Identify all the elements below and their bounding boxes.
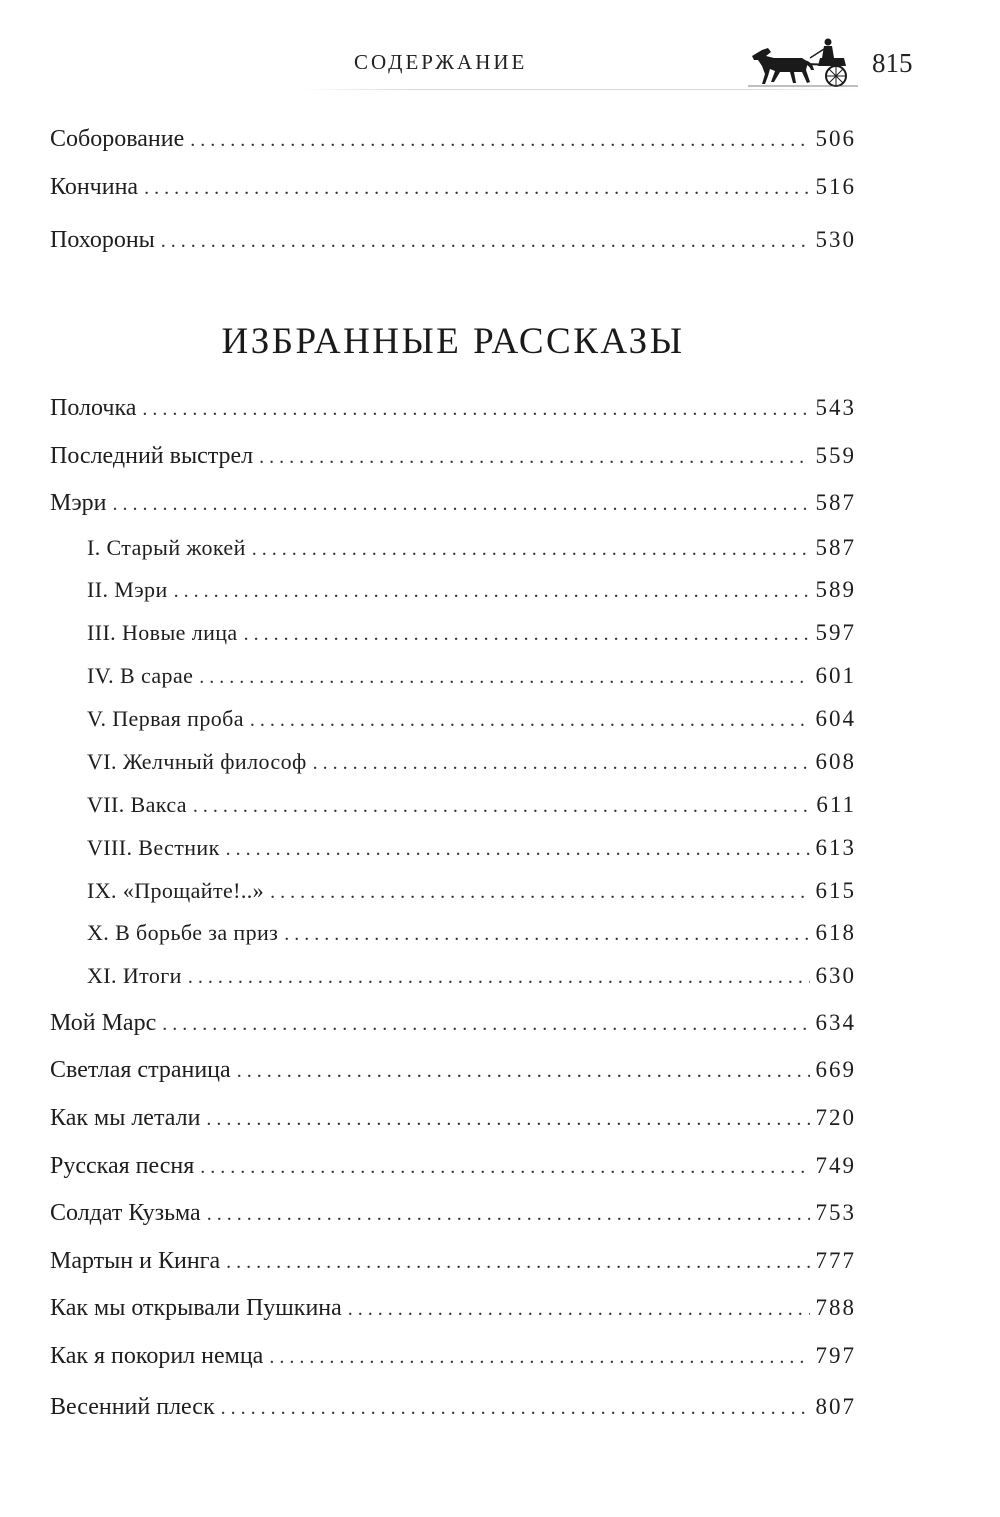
dot-leader	[252, 534, 810, 564]
toc-entry-title: V. Первая проба	[87, 706, 244, 731]
toc-entry-title: Кончина	[50, 174, 139, 200]
toc-entry	[50, 124, 856, 155]
toc-entry-title: II. Мэри	[87, 577, 168, 602]
toc-entry-page: 634	[815, 1010, 856, 1035]
dot-leader	[313, 748, 810, 778]
toc-entry	[50, 488, 856, 519]
toc-entry-title: Как мы летали	[50, 1105, 201, 1131]
toc-entry-title: X. В борьбе за приз	[87, 920, 279, 945]
toc-entry-page: 530	[815, 227, 856, 252]
running-title: СОДЕРЖАНИЕ	[354, 50, 528, 74]
toc-entry	[50, 393, 856, 424]
dot-leader	[200, 1152, 809, 1182]
dot-leader	[144, 173, 809, 203]
toc-subentry	[87, 575, 856, 606]
toc-entry-page: 601	[815, 663, 856, 688]
toc-entry-title: VII. Вакса	[87, 792, 187, 817]
toc-entry-title: Солдат Кузьма	[50, 1200, 201, 1226]
toc-entry-page: 630	[815, 963, 856, 988]
dot-leader	[207, 1199, 810, 1229]
toc-entry-title: Мартын и Кинга	[50, 1248, 221, 1274]
dot-leader	[162, 1009, 809, 1039]
toc-entry-page: 797	[815, 1343, 856, 1368]
dot-leader	[190, 125, 809, 155]
dot-leader	[259, 442, 809, 472]
toc-entry-page: 589	[815, 577, 856, 602]
toc-entry-page: 749	[815, 1153, 856, 1178]
toc-entry-title: Последний выстрел	[50, 443, 254, 469]
toc-entry-title: Весенний плеск	[50, 1394, 215, 1420]
toc-entry	[50, 1008, 856, 1039]
toc-subentry	[87, 833, 856, 864]
toc-entry	[50, 172, 856, 203]
toc-entry-title: Похороны	[50, 227, 155, 253]
toc-entry-title: I. Старый жокей	[87, 535, 246, 560]
toc-entry	[50, 1246, 856, 1277]
toc-subentry	[87, 961, 856, 992]
toc-entry-page: 788	[815, 1295, 856, 1320]
dot-leader	[161, 226, 810, 256]
toc-entry-page: 669	[815, 1057, 856, 1082]
dot-leader	[269, 1342, 809, 1372]
toc-entry	[50, 1055, 856, 1086]
toc-entry-title: Как мы открывали Пушкина	[50, 1295, 342, 1321]
toc-entry-title: Полочка	[50, 395, 137, 421]
toc-entry-title: IX. «Прощайте!..»	[87, 878, 265, 903]
toc-entry-title: Мой Марс	[50, 1010, 157, 1036]
dot-leader	[142, 394, 809, 424]
toc-entry	[50, 1151, 856, 1182]
page-number: 815	[872, 48, 913, 78]
toc-entry	[50, 1341, 856, 1372]
toc-entry-page: 587	[815, 490, 856, 515]
toc-entry-page: 720	[815, 1105, 856, 1130]
toc-entry	[50, 1103, 856, 1134]
toc-entry-title: VI. Желчный философ	[87, 749, 307, 774]
toc-subentry	[87, 533, 856, 564]
toc-entry-page: 597	[815, 620, 856, 645]
toc-entry	[50, 441, 856, 472]
toc-entry-page: 587	[815, 535, 856, 560]
toc-subentry	[87, 790, 856, 821]
toc-entry-page: 807	[815, 1394, 856, 1419]
dot-leader	[226, 1247, 809, 1277]
header-divider	[300, 89, 860, 90]
dot-leader	[348, 1294, 810, 1324]
toc-entry	[50, 1293, 856, 1324]
dot-leader	[226, 834, 810, 864]
toc-entry-page: 777	[815, 1248, 856, 1273]
toc-entry-title: Соборование	[50, 126, 185, 152]
page-header	[0, 0, 1000, 110]
toc-entry-page: 613	[815, 835, 856, 860]
dot-leader	[284, 919, 809, 949]
toc-entry-title: VIII. Вестник	[87, 835, 220, 860]
section-heading: ИЗБРАННЫЕ РАССКАЗЫ	[221, 321, 685, 362]
toc-entry	[50, 225, 856, 256]
horse-carriage-icon	[744, 36, 862, 92]
toc-entry-page: 506	[815, 126, 856, 151]
dot-leader	[237, 1056, 810, 1086]
toc-entry-page: 543	[815, 395, 856, 420]
toc-subentry	[87, 704, 856, 735]
dot-leader	[250, 705, 810, 735]
toc-subentry	[87, 918, 856, 949]
toc-entry-page: 559	[815, 443, 856, 468]
toc-entry-page: 604	[815, 706, 856, 731]
toc-entry-page: 516	[815, 174, 856, 199]
dot-leader	[188, 962, 810, 992]
dot-leader	[174, 576, 810, 606]
dot-leader	[112, 489, 809, 519]
toc-entry-page: 615	[815, 878, 856, 903]
dot-leader	[199, 662, 809, 692]
dot-leader	[270, 877, 809, 907]
dot-leader	[206, 1104, 809, 1134]
toc-entry-page: 618	[815, 920, 856, 945]
dot-leader	[244, 619, 810, 649]
toc-entry	[50, 1198, 856, 1229]
toc-entry-title: Русская песня	[50, 1153, 195, 1179]
toc-subentry	[87, 747, 856, 778]
toc-subentry	[87, 661, 856, 692]
toc-entry-title: Светлая страница	[50, 1057, 231, 1083]
dot-leader	[221, 1393, 810, 1423]
toc-entry-title: Как я покорил немца	[50, 1343, 264, 1369]
toc-entry-title: Мэри	[50, 490, 107, 516]
toc-entry	[50, 1392, 856, 1423]
toc-subentry	[87, 618, 856, 649]
toc-subentry	[87, 876, 856, 907]
toc-entry-page: 611	[816, 792, 856, 817]
toc-entry-title: XI. Итоги	[87, 963, 182, 988]
toc-entry-page: 608	[815, 749, 856, 774]
toc-entry-title: III. Новые лица	[87, 620, 238, 645]
toc-entry-page: 753	[815, 1200, 856, 1225]
dot-leader	[193, 791, 810, 821]
toc-entry-title: IV. В сарае	[87, 663, 194, 688]
